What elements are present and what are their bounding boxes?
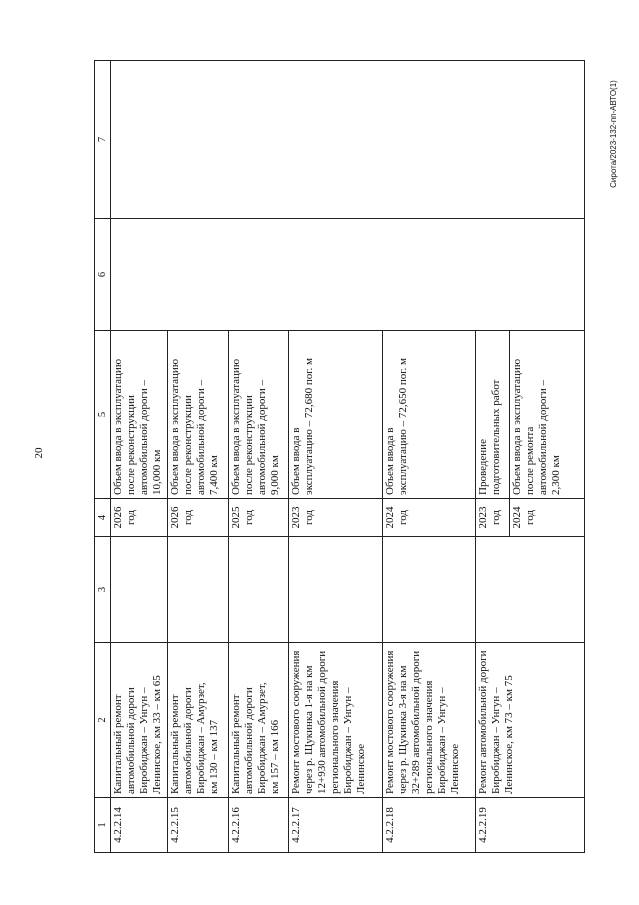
- row-name: Капитальный ремонт автомобильной дороги Биробиджан – Амурзет, км 157 – км 166: [229, 643, 289, 798]
- row-name: Капитальный ремонт автомобильной дороги Биробиджан – Унгун – Ленинское, км 33 – км 65: [111, 643, 168, 798]
- row-id: 4.2.2.17: [289, 798, 383, 853]
- row-result: Объем ввода в эксплуатацию после реконструкции автомобильной дороги – 7,400 км: [168, 331, 229, 499]
- row-result: Объем ввода в эксплуатацию – 72,650 пог. м: [383, 331, 476, 499]
- col-4-header: 4: [95, 499, 111, 537]
- row-id: 4.2.2.16: [229, 798, 289, 853]
- row-id: 4.2.2.15: [168, 798, 229, 853]
- row-name: Капитальный ремонт автомобильной дороги Биробиджан – Амурзет, км 130 – км 137: [168, 643, 229, 798]
- row-result: Объем ввода в эксплуатацию после реконструкции автомобильной дороги – 10,000 км: [111, 331, 168, 499]
- row-name: Ремонт мостового сооружения через р. Щукинка 1-я на км 12+930 автомобильной дороги регионального значения Биробиджан – Унгун – Ленинское: [289, 643, 383, 798]
- row-result: Объем ввода в эксплуатацию – 72,680 пог. м: [289, 331, 383, 499]
- col-7-header: 7: [95, 61, 111, 219]
- row-name: Ремонт мостового сооружения через р. Щукинка 3-я на км 32+289 автомобильной дороги регионального значения Биробиджан – Унгун – Ленинское: [383, 643, 476, 798]
- row-year: 2026 год: [168, 499, 229, 537]
- row-id: 4.2.2.18: [383, 798, 476, 853]
- row-id: 4.2.2.14: [111, 798, 168, 853]
- row-col-3: [383, 537, 476, 643]
- row-col-3: [168, 537, 229, 643]
- col-5-header: 5: [95, 331, 111, 499]
- row-col-6: [111, 219, 585, 331]
- row-result: Объем ввода в эксплуатацию после ремонта автомобильной дороги – 2,300 км: [510, 331, 585, 499]
- row-year: 2025 год: [229, 499, 289, 537]
- table-area: [94, 61, 585, 853]
- row-id: 4.2.2.19: [476, 798, 585, 853]
- row-year: 2023 год: [289, 499, 383, 537]
- row-col-3: [229, 537, 289, 643]
- row-col-3: [111, 537, 168, 643]
- row-year: 2024 год: [383, 499, 476, 537]
- row-year: 2023 год: [476, 499, 510, 537]
- page-number: 20: [33, 447, 45, 459]
- col-2-header: 2: [95, 643, 111, 798]
- col-6-header: 6: [95, 219, 111, 331]
- rotated-landscape-page: [94, 61, 585, 853]
- row-col-3: [476, 537, 585, 643]
- row-result: Проведение подготовительных работ: [476, 331, 510, 499]
- row-year: 2026 год: [111, 499, 168, 537]
- row-result: Объем ввода в эксплуатацию после реконструкции автомобильной дороги – 9,000 км: [229, 331, 289, 499]
- table-row: [111, 61, 168, 853]
- row-year: 2024 год: [510, 499, 585, 537]
- program-table: [94, 60, 585, 853]
- row-col-3: [289, 537, 383, 643]
- document-code: Сирота/2023-132-пп-АВТО(1): [609, 80, 618, 188]
- col-3-header: 3: [95, 537, 111, 643]
- row-name: Ремонт автомобильной дороги Биробиджан – Унгун – Ленинское, км 73 – км 75: [476, 643, 585, 798]
- header-row: [95, 61, 111, 853]
- col-1-header: 1: [95, 798, 111, 853]
- row-col-7: [111, 61, 585, 219]
